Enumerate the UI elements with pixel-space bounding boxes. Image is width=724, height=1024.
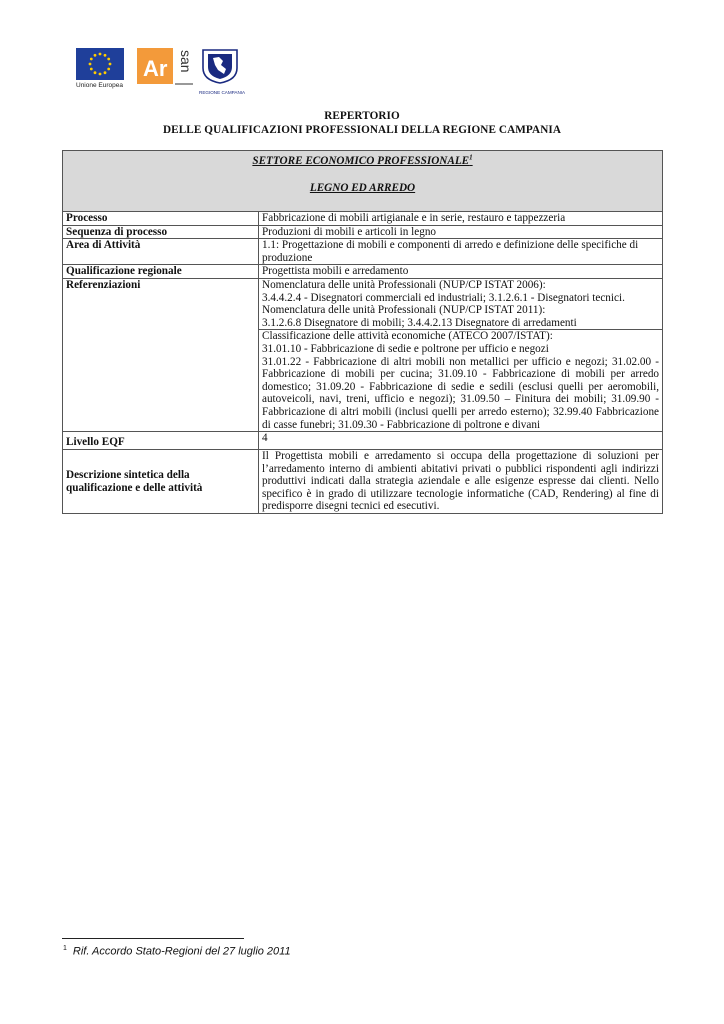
table-row — [63, 239, 663, 265]
qualification-table — [62, 150, 663, 514]
svg-text:Ar: Ar — [143, 56, 168, 81]
eu-logo — [76, 48, 124, 91]
row-label-area: Area di Attività — [63, 239, 259, 265]
table-row — [63, 265, 663, 279]
row-label-referenziazioni: Referenziazioni — [63, 278, 259, 431]
nup-2006-title: Nomenclatura delle unità Professionali (NUP/CP ISTAT 2006): — [262, 278, 546, 291]
footnote-text: Rif. Accordo Stato-Regioni del 27 luglio 2011 — [72, 945, 291, 958]
eu-caption: Unione Europea — [76, 82, 123, 89]
document-title: REPERTORIO — [324, 110, 400, 122]
row-label-sequenza: Sequenza di processo — [63, 225, 259, 239]
table-row — [63, 432, 663, 450]
footnote-separator — [62, 938, 244, 939]
row-value-livello: 4 — [259, 432, 663, 450]
footnote-mark: 1 — [63, 945, 67, 952]
arsan-logo — [137, 48, 193, 88]
nup-2006-value: 3.4.4.2.4 - Disegnatori commerciali ed industriali; 3.1.2.6.1 - Disegnatori tecnici. — [262, 291, 625, 304]
row-value-area: 1.1: Progettazione di mobili e componenti di arredo e definizione delle specifiche di produzione — [259, 239, 663, 265]
footnote — [63, 945, 291, 958]
table-row — [63, 450, 663, 514]
ateco-title: Classificazione delle attività economiche (ATECO 2007/ISTAT): — [262, 330, 553, 343]
nup-2011-title: Nomenclatura delle unità Professionali (NUP/CP ISTAT 2011): — [262, 304, 546, 317]
footnote-reference: 1 — [469, 153, 473, 162]
row-value-sequenza: Produzioni di mobili e articoli in legno — [259, 225, 663, 239]
row-label-qualificazione: Qualificazione regionale — [63, 265, 259, 279]
sector-cell — [63, 151, 663, 212]
table-row — [63, 278, 663, 329]
row-value-processo: Fabbricazione di mobili artigianale e in serie, restauro e tappezzeria — [259, 212, 663, 226]
row-label-descrizione: Descrizione sintetica della qualificazione e delle attività — [63, 450, 259, 514]
sector-title: SETTORE ECONOMICO PROFESSIONALE$^1$ — [252, 153, 473, 167]
campania-caption: REGIONE CAMPANIA — [199, 90, 246, 95]
row-label-livello: Livello EQF — [63, 432, 259, 450]
row-value-nup — [259, 278, 663, 329]
row-label-processo: Processo — [63, 212, 259, 226]
sector-name: LEGNO ED ARREDO — [309, 181, 416, 194]
table-row — [63, 212, 663, 226]
regione-campania-logo — [199, 48, 246, 95]
ateco-line-1: 31.01.10 - Fabbricazione di sedie e poltrone per ufficio e negozi — [262, 342, 549, 355]
svg-text:san: san — [178, 50, 193, 73]
table-row — [63, 225, 663, 239]
row-value-qualificazione: Progettista mobili e arredamento — [259, 265, 663, 279]
nup-2011-value: 3.1.2.6.8 Disegnatore di mobili; 3.4.4.2.13 Disegnatore di arredamenti — [262, 316, 577, 329]
row-value-ateco — [259, 330, 663, 432]
row-value-descrizione: Il Progettista mobili e arredamento si occupa della progettazione di soluzioni per l’arredamento interno di ambienti abitativi privati o pubblici rispondenti agli indirizzi produttivi indicati dalla strategia aziendale e alle esigenze espresse dai clienti. Nello specifico è in grado di utilizzare tecnologie informatiche (CAD, Rendering) al fine di predisporre disegni tecnici ed esecutivi. — [259, 450, 663, 514]
document-subtitle: DELLE QUALIFICAZIONI PROFESSIONALI DELLA REGIONE CAMPANIA — [162, 124, 562, 136]
eu-flag-icon — [76, 48, 124, 80]
sector-row — [63, 151, 663, 212]
ateco-codes: 31.01.22 - Fabbricazione di altri mobili non metallici per ufficio e negozi; 31.02.00 - Fabbricazione di mobili per cucina; 31.09.10 - Fabbricazione di mobili per arredo domestico; 31.09.20 - Fabbricazione di sedie e sedili (esclusi quelli per aeromobili, autoveicoli, navi, treni, ufficio e negozi); 31.09.50 – Finitura dei mobili; 31.09.90 - Fabbricazione di altri mobili (inclusi quelli per arredo esterno); 32.99.40 Fabbricazione di casse funebri; 31.09.30 - Fabbricazione di poltrone e divani — [262, 355, 660, 431]
